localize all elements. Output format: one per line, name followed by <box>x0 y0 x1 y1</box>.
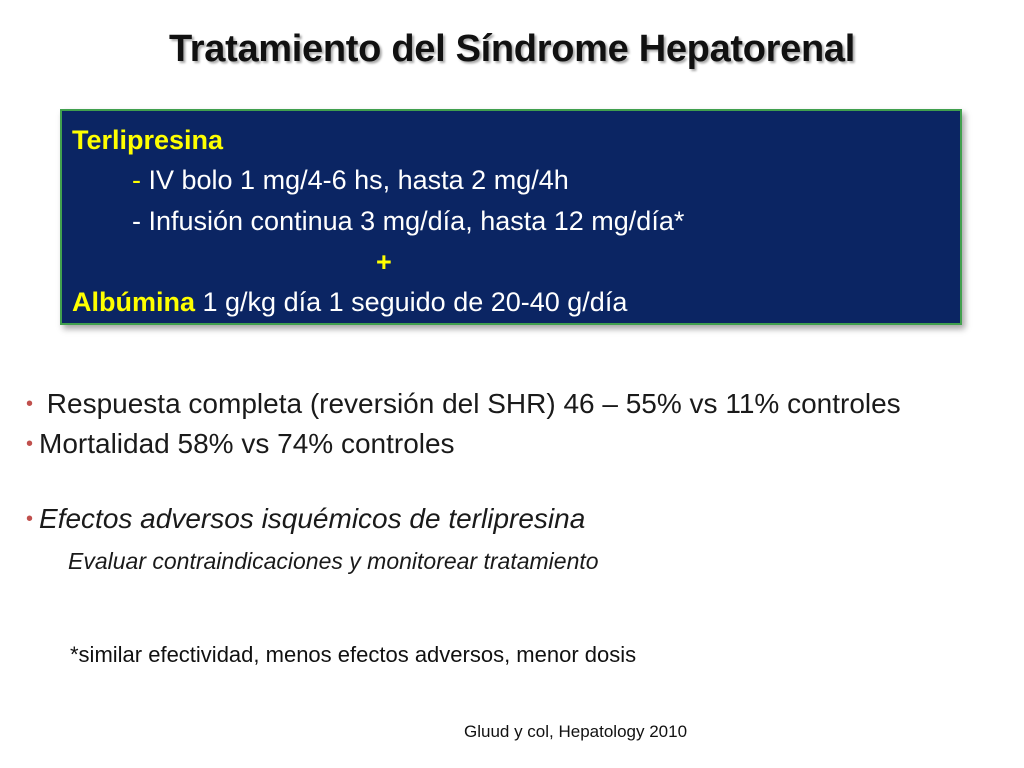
bullet-item-2-text: Mortalidad 58% vs 74% controles <box>39 428 455 459</box>
bullet-item-3-subtext: Evaluar contraindicaciones y monitorear tratamiento <box>68 548 599 574</box>
dose-line-1-dash: - <box>132 165 149 195</box>
bullet-item-3-text: Efectos adversos isquémicos de terlipresina <box>39 503 586 534</box>
footnote: *similar efectividad, menos efectos adversos, menor dosis <box>70 642 637 667</box>
plus-sign: + <box>376 247 392 277</box>
bullet-dot: • <box>26 433 34 455</box>
bullet-item-1-text: Respuesta completa (reversión del SHR) 46 – 55% vs 11% controles <box>39 388 901 419</box>
bullet-dot: • <box>26 508 34 530</box>
bullet-item-3 <box>26 505 585 533</box>
drug2-line <box>72 289 627 316</box>
dose-line-2: - Infusión continua 3 mg/día, hasta 12 mg/día* <box>132 206 685 236</box>
bullet-item-1 <box>26 390 901 418</box>
bullet-item-2 <box>26 430 455 458</box>
citation: Gluud y col, Hepatology 2010 <box>464 722 688 741</box>
dose-line-1 <box>132 167 569 194</box>
drug2-dose: 1 g/kg día 1 seguido de 20-40 g/día <box>195 287 628 317</box>
slide-title: Tratamiento del Síndrome Hepatorenal <box>168 28 856 70</box>
bullet-dot: • <box>26 393 34 415</box>
drug1-name: Terlipresina <box>72 125 224 155</box>
dose-line-1-text: IV bolo 1 mg/4-6 hs, hasta 2 mg/4h <box>148 165 569 195</box>
drug2-name: Albúmina <box>72 287 196 317</box>
treatment-box <box>60 109 962 325</box>
